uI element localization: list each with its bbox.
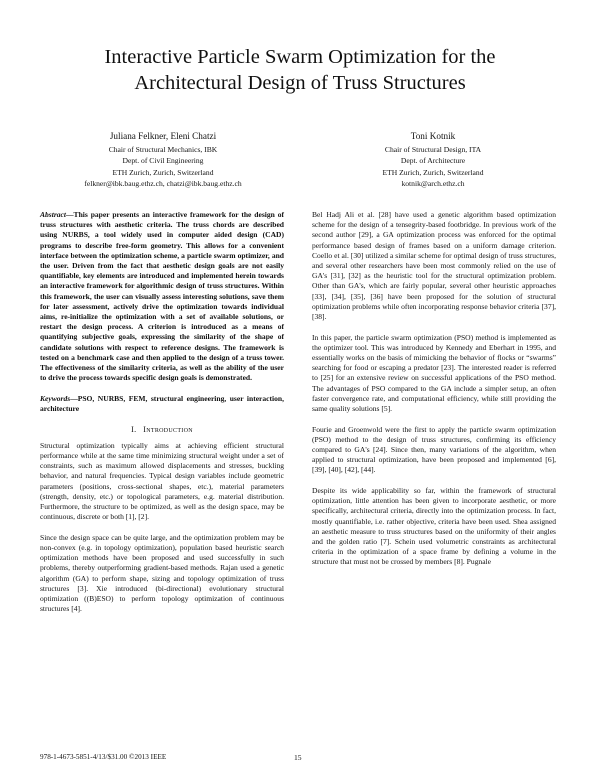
body-paragraph: Structural optimization typically aims at achieving efficient structural performance while at the same time minimizing structural weight under a set of constraints, such as maximum allowed displacements and stresses, buckling behavior, and natural frequencies. Typical design variables include geometric parameters (positions, cross-sectional shapes, etc.), material parameters (strength, density, etc.) or topological parameters, e.g. material distribution. Furthermore, the structure to be optimized, as well as the design space, may be continuous, discrete or both [1], [2]. xyxy=(40,440,284,522)
left-column xyxy=(40,210,284,625)
author-department: Dept. of Civil Engineering xyxy=(122,156,204,166)
keywords-text: —PSO, NURBS, FEM, structural engineering, user interaction, architecture xyxy=(40,393,284,414)
author-email: kotnik@arch.ethz.ch xyxy=(401,179,465,189)
section-heading xyxy=(40,425,284,435)
keywords xyxy=(40,394,284,414)
page-number: 15 xyxy=(294,753,302,762)
title-line-1: Interactive Particle Swarm Optimization for the xyxy=(104,46,496,68)
author-email: felkner@ibk.baug.ethz.ch, chatzi@ibk.baug.ethz.ch xyxy=(84,179,242,189)
section-number: I. xyxy=(131,424,137,434)
author-department: Dept. of Architecture xyxy=(400,156,466,166)
body-paragraph: Since the design space can be quite large, and the optimization problem may be non-convex (e.g. in topology optimization), population based heuristic search optimization methods have been proposed and used successfully in such problems, thereby outperforming gradient-based methods. Rajan used a genetic algorithm (GA) to perform shape, sizing and topology optimization of truss structures [3]. Xie introduced (bi-directional) evolutionary structural optimization ((B)ESO) to perform topology optimization of continuous structures [4]. xyxy=(40,532,284,614)
abstract xyxy=(40,210,284,383)
body-paragraph: Bel Hadj Ali et al. [28] have used a genetic algorithm based optimization scheme for the design of a tensegrity-based footbridge. In previous work of the second author [29], a GA optimization process was enforced for the optimal performance based design of frames based on a uniform damage criterion. Coello et al. [30] utilized a similar scheme for optimal design of truss structures, and several other researchers have been most commonly relied on the use of GA's [31], [32] as the heuristic tool for the structural optimization problem. Other than GA's, which are fairly popular, several other heuristic approaches [33], [34], [35], [36] have been proposed for the solution of structural optimization problems while often incorporating response behavior criteria [37], [38]. xyxy=(312,210,556,322)
author-location: ETH Zurich, Zurich, Switzerland xyxy=(112,167,214,177)
right-column xyxy=(312,210,556,578)
body-paragraph: In this paper, the particle swarm optimization (PSO) method is implemented as the optimizer tool. This was introduced by Kennedy and Eberhart in 1995, and essentially works on the basis of mimicking the behavior of flocks or “swarms” searching for food or escaping a predator [23]. The interested reader is referred to [25] for an extensive review on successful applications of the PSO method. The advantages of PSO compared to the GA include a simpler setup, an often faster convergence rate, and computational efficiency, while still providing the same quality solutions [5]. xyxy=(312,332,556,414)
author-block-2 xyxy=(328,130,538,190)
author-location: ETH Zurich, Zurich, Switzerland xyxy=(382,167,484,177)
abstract-text: —This paper presents an interactive framework for the design of truss structures with aesthetic criteria. The truss chords are described using NURBS, a tool widely used in computer aided design (CAD) programs to describe free-form geometry. This allows for a convenient interface between the optimization scheme, a particle swarm optimizer, and the user. Driven from the fact that aesthetic design goals are not easily quantifiable, key elements are introduced and implemented herein towards an interactive framework for algorithmic design of truss structures. Within this framework, the user can visually assess interesting solutions, save them for later assessment, actively drive the optimization towards individual aims, re-initialize the optimization with a set of available solutions, or restart the design process. A criterion is introduced as a means of quantifying subjective goals, expressing the similarity of the shape of candidate solutions with respect to reference designs. The framework is tested on a benchmark case and then applied to the design of a truss tower. The effectiveness of the similarity criteria, as well as the ability of the user to drive the process towards specific design goals is demonstrated. xyxy=(40,210,284,383)
author-affiliation: Chair of Structural Design, ITA xyxy=(384,145,482,154)
author-block-1 xyxy=(58,130,268,190)
title-line-2: Architectural Design of Truss Structures xyxy=(134,72,466,94)
body-paragraph: Despite its wide applicability so far, within the framework of structural optimization, little attention has been given to incorporate aesthetic, or more specifically, architectural criteria, directly into the optimization process. In fact, mostly quantifiable, i.e. rather objective, criteria have been used. Shea assigned an aesthetic measure to truss structures based on the uniformity of their angles and the golden ratio [7]. Schein used volumetric constraints as architectural criteria in the optimization of a space frame by defining a volume in the structure that must not be crossed by members [8]. Pugnale xyxy=(312,486,556,567)
abstract-label: Abstract xyxy=(40,210,66,219)
author-name: Juliana Felkner, Eleni Chatzi xyxy=(109,131,217,141)
footer-copyright: 978-1-4673-5851-4/13/$31.00 ©2013 IEEE xyxy=(40,753,167,761)
paper-title xyxy=(40,44,560,96)
keywords-label: Keywords xyxy=(40,393,71,403)
author-affiliation: Chair of Structural Mechanics, IBK xyxy=(108,145,218,154)
body-paragraph: Fourie and Groenwold were the first to apply the particle swarm optimization (PSO) method to the design of truss structures, confirming its efficiency compared to GA's [24]. Since then, many variations of the algorithm, when applied to structural optimization, have been proposed and implemented [6], [39], [40], [42], [44]. xyxy=(312,424,556,475)
section-title: Introduction xyxy=(143,424,193,434)
author-name: Toni Kotnik xyxy=(410,131,456,141)
